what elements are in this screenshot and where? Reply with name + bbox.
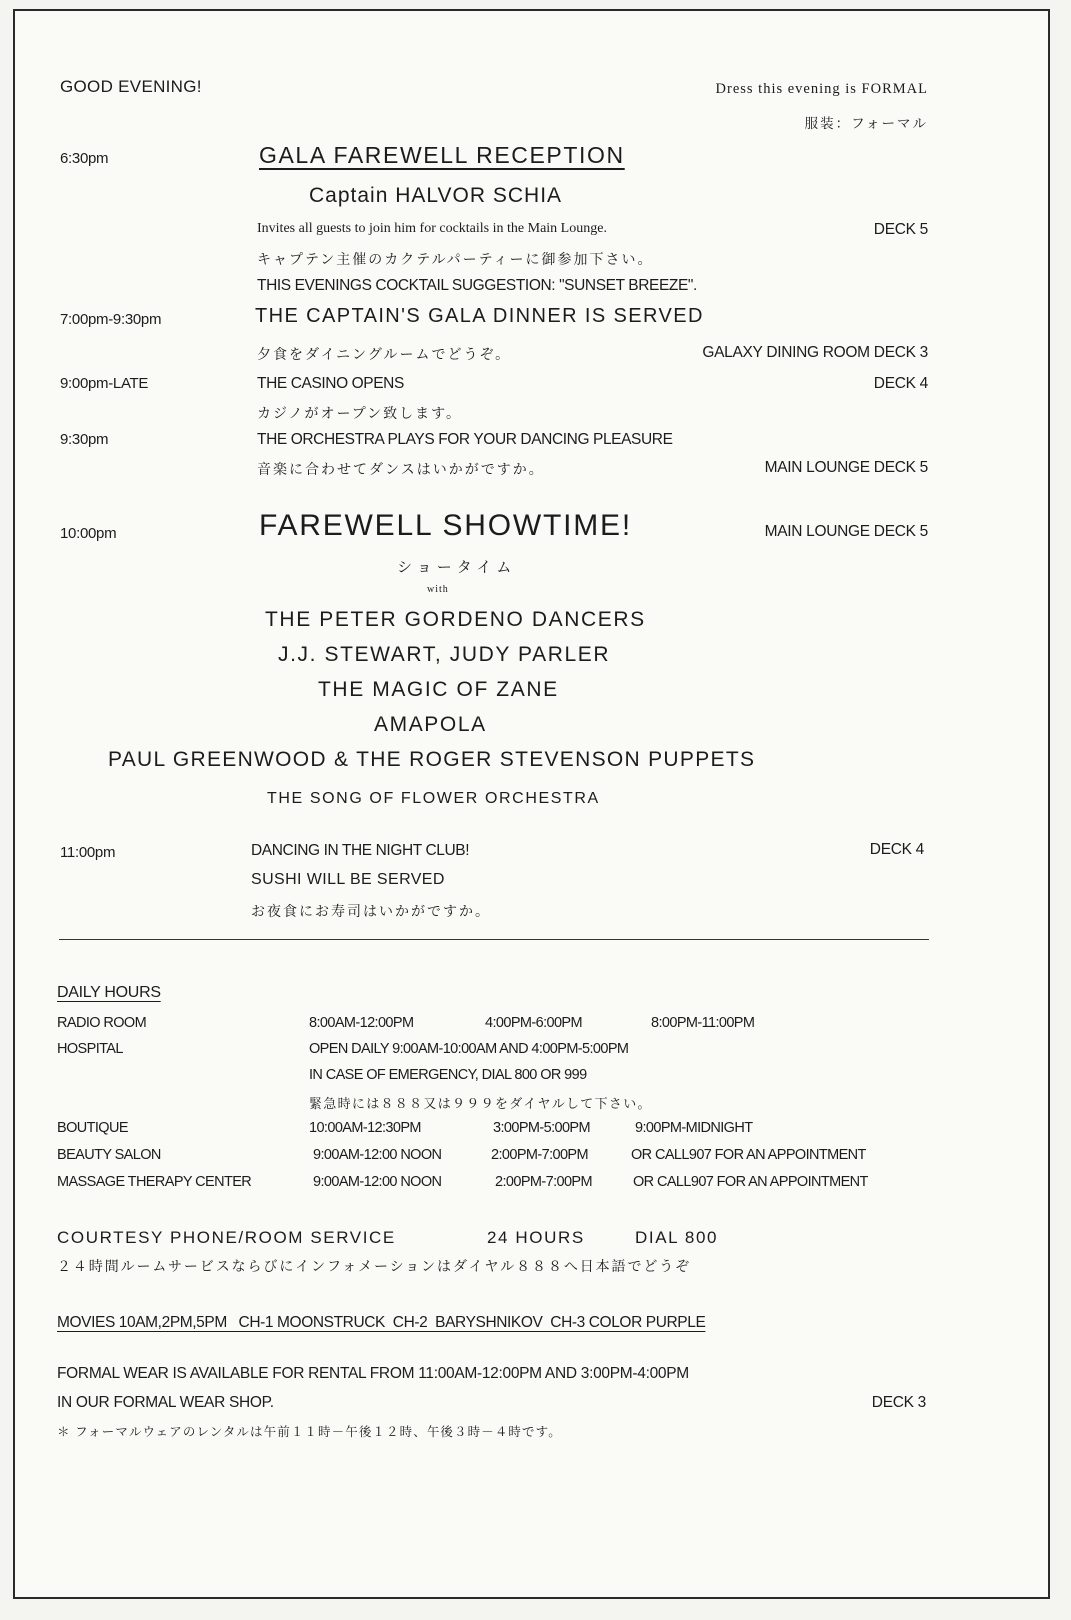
massage-hours: 2:00PM-7:00PM bbox=[495, 1174, 592, 1190]
courtesy-dial: DIAL 800 bbox=[635, 1228, 719, 1247]
boutique-hours: 3:00PM-5:00PM bbox=[493, 1120, 590, 1136]
massage-hours: 9:00AM-12:00 NOON bbox=[313, 1174, 442, 1190]
nightclub-description-jp: お夜食にお寿司はいかがですか。 bbox=[251, 903, 491, 919]
formal-wear-line2: IN OUR FORMAL WEAR SHOP. bbox=[57, 1394, 274, 1411]
lineup-item: PAUL GREENWOOD & THE ROGER STEVENSON PUPPETS bbox=[108, 748, 756, 771]
beauty-salon-hours: OR CALL907 FOR AN APPOINTMENT bbox=[631, 1147, 866, 1163]
lineup-item: THE PETER GORDENO DANCERS bbox=[265, 608, 646, 631]
casino-deck: DECK 4 bbox=[873, 375, 928, 392]
lineup-item: AMAPOLA bbox=[374, 713, 487, 736]
nightclub-time: 11:00pm bbox=[60, 844, 116, 861]
courtesy-jp: ２４時間ルームサービスならびにインフォメーションはダイヤル８８８へ日本語でどうぞ bbox=[57, 1258, 692, 1274]
nightclub-title: DANCING IN THE NIGHT CLUB! bbox=[251, 842, 470, 859]
dinner-title: THE CAPTAIN'S GALA DINNER IS SERVED bbox=[255, 305, 704, 327]
radio-room-hours: 8:00AM-12:00PM bbox=[309, 1015, 414, 1031]
lineup-item: J.J. STEWART, JUDY PARLER bbox=[278, 643, 611, 666]
radio-room-hours: 4:00PM-6:00PM bbox=[485, 1015, 582, 1031]
dress-code-jp: 服装：フォーマル bbox=[804, 116, 928, 131]
dress-code: Dress this evening is FORMAL bbox=[715, 81, 928, 97]
reception-time: 6:30pm bbox=[60, 150, 109, 167]
courtesy-label: COURTESY PHONE/ROOM SERVICE bbox=[57, 1228, 396, 1247]
beauty-salon-label: BEAUTY SALON bbox=[57, 1147, 161, 1163]
massage-hours: OR CALL907 FOR AN APPOINTMENT bbox=[633, 1174, 868, 1190]
orchestra-title: THE ORCHESTRA PLAYS FOR YOUR DANCING PLEASURE bbox=[257, 431, 673, 448]
showtime-time: 10:00pm bbox=[60, 525, 117, 542]
casino-time: 9:00pm-LATE bbox=[60, 375, 149, 392]
beauty-salon-hours: 2:00PM-7:00PM bbox=[491, 1147, 588, 1163]
reception-description: Invites all guests to join him for cocktails in the Main Lounge. bbox=[257, 221, 607, 236]
greeting: GOOD EVENING! bbox=[60, 77, 202, 96]
nightclub-subtitle: SUSHI WILL BE SERVED bbox=[251, 871, 445, 888]
lineup-item: THE MAGIC OF ZANE bbox=[318, 678, 559, 701]
showtime-location: MAIN LOUNGE DECK 5 bbox=[764, 523, 928, 540]
daily-hours-heading: DAILY HOURS bbox=[57, 984, 161, 1001]
hospital-hours: OPEN DAILY 9:00AM-10:00AM AND 4:00PM-5:00PM bbox=[309, 1041, 629, 1057]
hospital-label: HOSPITAL bbox=[57, 1041, 123, 1057]
courtesy-hours: 24 HOURS bbox=[487, 1228, 585, 1247]
beauty-salon-hours: 9:00AM-12:00 NOON bbox=[313, 1147, 442, 1163]
movies-line: MOVIES 10AM,2PM,5PM CH-1 MOONSTRUCK CH-2 BARYSHNIKOV CH-3 COLOR PURPLE bbox=[57, 1314, 706, 1331]
dinner-description-jp: 夕食をダイニングルームでどうぞ。 bbox=[257, 346, 512, 362]
showtime-title: FAREWELL SHOWTIME! bbox=[259, 509, 632, 542]
showtime-with: with bbox=[427, 584, 449, 595]
showtime-title-jp: ショータイム bbox=[397, 559, 517, 576]
orchestra-location: MAIN LOUNGE DECK 5 bbox=[764, 459, 928, 476]
hospital-emergency-jp: 緊急時には８８８又は９９９をダイヤルして下さい。 bbox=[309, 1096, 652, 1111]
casino-description-jp: カジノがオープン致します。 bbox=[257, 405, 463, 421]
massage-label: MASSAGE THERAPY CENTER bbox=[57, 1174, 252, 1190]
reception-description-jp: キャプテン主催のカクテルパーティーに御参加下さい。 bbox=[257, 251, 654, 267]
dinner-location: GALAXY DINING ROOM DECK 3 bbox=[702, 344, 928, 361]
nightclub-deck: DECK 4 bbox=[869, 841, 924, 858]
orchestra-time: 9:30pm bbox=[60, 431, 109, 448]
dinner-time: 7:00pm-9:30pm bbox=[60, 311, 162, 328]
cocktail-suggestion: THIS EVENINGS COCKTAIL SUGGESTION: "SUNSET BREEZE". bbox=[257, 277, 697, 294]
boutique-label: BOUTIQUE bbox=[57, 1120, 128, 1136]
hospital-emergency: IN CASE OF EMERGENCY, DIAL 800 OR 999 bbox=[309, 1067, 587, 1083]
captain-name: Captain HALVOR SCHIA bbox=[309, 184, 563, 207]
reception-title: GALA FAREWELL RECEPTION bbox=[259, 142, 625, 168]
reception-deck: DECK 5 bbox=[873, 221, 928, 238]
radio-room-hours: 8:00PM-11:00PM bbox=[651, 1015, 755, 1031]
formal-wear-deck: DECK 3 bbox=[871, 1394, 926, 1411]
radio-room-label: RADIO ROOM bbox=[57, 1015, 147, 1031]
lineup-item: THE SONG OF FLOWER ORCHESTRA bbox=[267, 790, 600, 807]
boutique-hours: 10:00AM-12:30PM bbox=[309, 1120, 421, 1136]
formal-wear-jp: ＊ フォーマルウェアのレンタルは午前１１時－午後１２時、午後３時－４時です。 bbox=[57, 1425, 562, 1439]
boutique-hours: 9:00PM-MIDNIGHT bbox=[635, 1120, 753, 1136]
formal-wear-line1: FORMAL WEAR IS AVAILABLE FOR RENTAL FROM 11:00AM-12:00PM AND 3:00PM-4:00PM bbox=[57, 1365, 689, 1382]
casino-title: THE CASINO OPENS bbox=[257, 375, 404, 392]
orchestra-description-jp: 音楽に合わせてダンスはいかがですか。 bbox=[257, 461, 545, 477]
program-sheet bbox=[13, 9, 1050, 1599]
section-divider bbox=[59, 939, 929, 940]
